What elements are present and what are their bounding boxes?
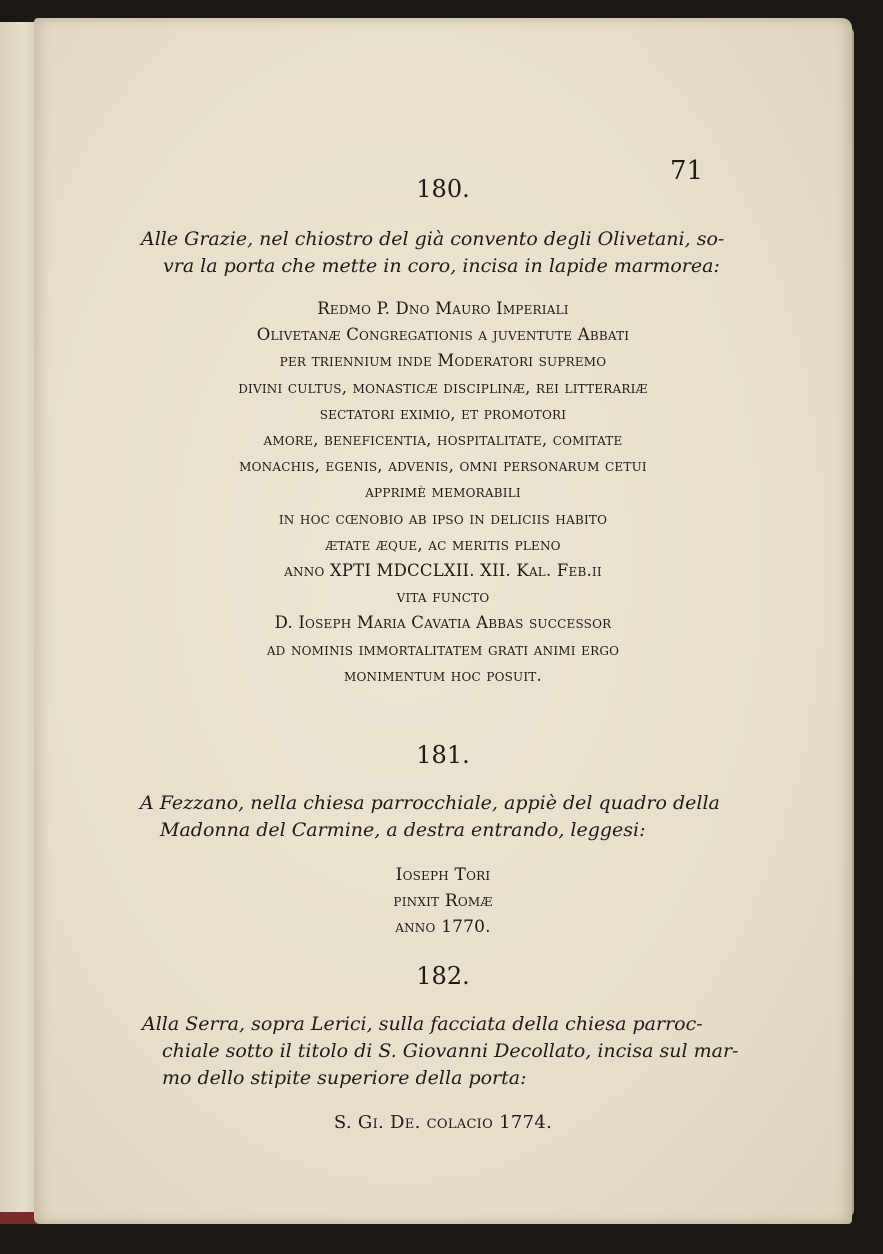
- inscription-line: divini cultus, monasticæ disciplinæ, rei litterariæ: [238, 377, 648, 397]
- page-number: 71: [670, 156, 704, 186]
- entry-180-intro: [141, 226, 724, 280]
- entry-181-intro: [140, 790, 720, 844]
- intro-line: chiale sotto il titolo di S. Giovanni Decollato, incisa sul mar-: [162, 1040, 739, 1062]
- inscription-line: D. Ioseph Maria Cavatia Abbas successor: [274, 613, 612, 633]
- inscription-line: ad nominis immortalitatem grati animi ergo: [266, 639, 620, 659]
- entry-182-intro: [142, 1011, 738, 1092]
- entry-180-inscription: [34, 296, 852, 689]
- entry-number-180: 180.: [416, 175, 470, 203]
- intro-line: Madonna del Carmine, a destra entrando, leggesi:: [160, 819, 646, 841]
- inscription-line: monimentum hoc posuit.: [344, 665, 542, 685]
- inscription-line: Ioseph Tori: [395, 865, 491, 885]
- intro-line: vra la porta che mette in coro, incisa in lapide marmorea:: [163, 255, 720, 277]
- inscription-line: Redmo P. Dno Mauro Imperiali: [317, 299, 569, 318]
- inscription-line: anno 1770.: [395, 917, 491, 937]
- entry-181-inscription: [34, 862, 852, 940]
- inscription-line: ætate æque, ac meritis pleno: [325, 534, 561, 554]
- entry-number-182: 182.: [416, 962, 470, 990]
- inscription-line: monachis, egenis, advenis, omni personarum cetui: [239, 456, 647, 476]
- inscription-line: sectatori eximio, et promotori: [319, 403, 567, 423]
- inscription-line: in hoc cœnobio ab ipso in deliciis habito: [278, 508, 608, 528]
- inscription-line: pinxit Romæ: [393, 891, 493, 911]
- entry-number-181: 181.: [416, 741, 470, 769]
- inscription-line: amore, beneficentia, hospitalitate, comitate: [263, 430, 623, 450]
- inscription-line: per triennium inde Moderatori supremo: [279, 351, 607, 371]
- entry-182-inscription: S. Gi. De. colacio 1774.: [333, 1112, 553, 1133]
- inscription-line: anno XPTI MDCCLXII. XII. Kal. Feb.ii: [284, 561, 602, 581]
- inscription-line: Olivetanæ Congregationis a juventute Abbati: [256, 325, 630, 345]
- inscription-line: vita functo: [396, 587, 490, 607]
- inscription-line: apprimè memorabili: [365, 482, 521, 502]
- intro-line: Alla Serra, sopra Lerici, sulla facciata della chiesa parroc-: [142, 1013, 703, 1035]
- intro-line: mo dello stipite superiore della porta:: [162, 1067, 527, 1089]
- intro-line: Alle Grazie, nel chiostro del già convento degli Olivetani, so-: [141, 228, 725, 250]
- intro-line: A Fezzano, nella chiesa parrocchiale, appiè del quadro della: [140, 792, 720, 814]
- book-page: [34, 18, 852, 1224]
